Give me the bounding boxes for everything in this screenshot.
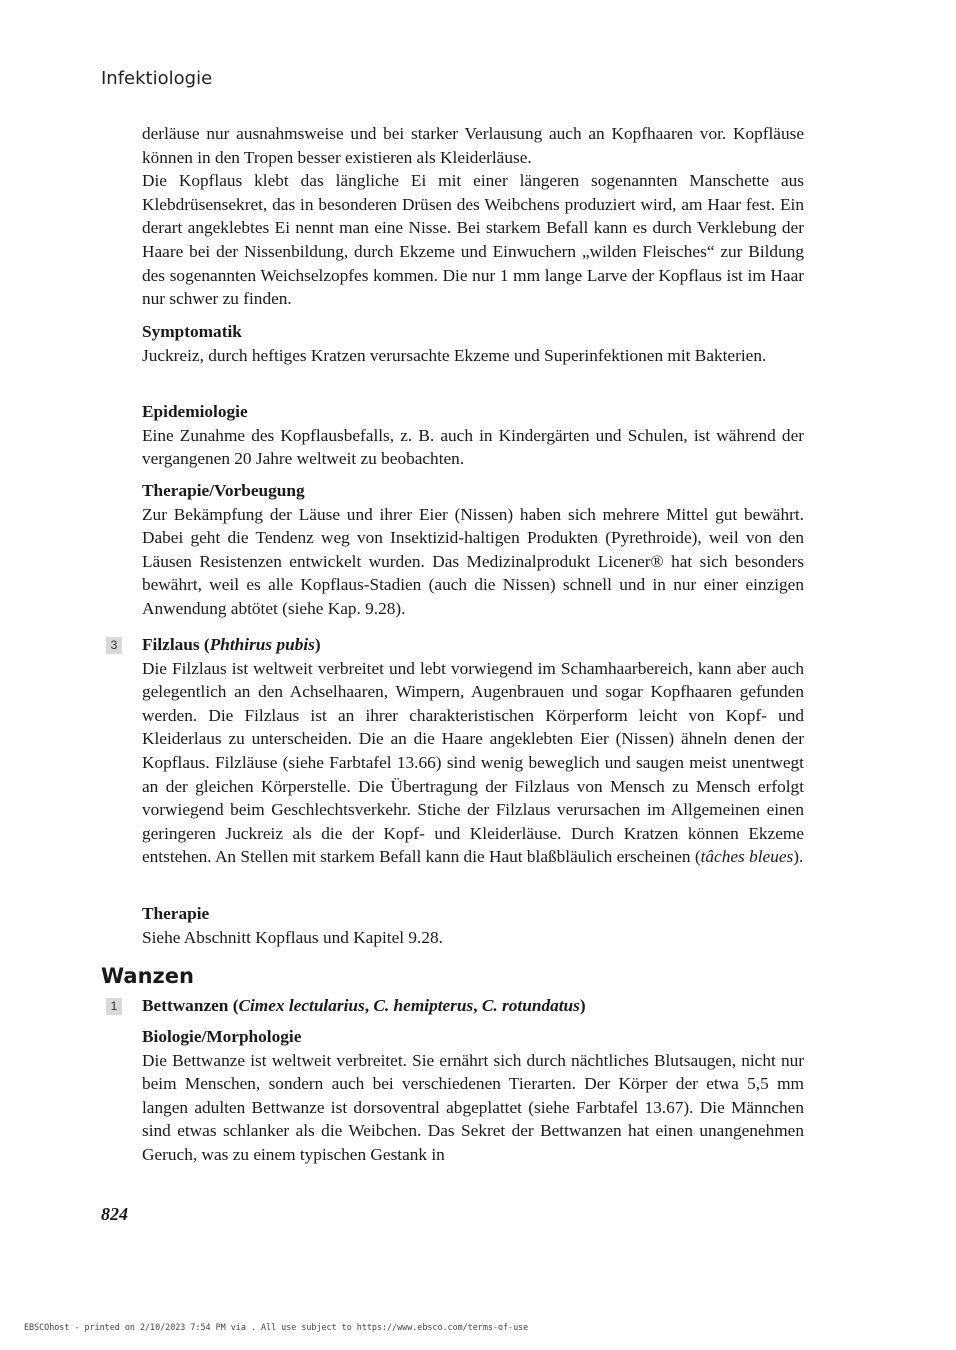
bettwanzen-section [142, 994, 804, 1018]
epidemiologie-text: Eine Zunahme des Kopflausbefalls, z. B. auch in Kindergärten und Schulen, ist während der vergangenen 20 Jahre weltweit zu beobachten. [142, 425, 804, 469]
filzlaus-heading [142, 633, 804, 657]
filzlaus-therapie-text: Siehe Abschnitt Kopflaus und Kapitel 9.28. [142, 927, 443, 947]
filzlaus-text [142, 657, 804, 869]
bettwanzen-sep-2: , [473, 996, 482, 1015]
epidemiologie-section [142, 400, 804, 471]
intro-paragraph-1: derläuse nur ausnahmsweise und bei starker Verlausung auch an Kopfhaaren vor. Kopfläuse können in den Tropen besser existieren als Kleiderläuse. [142, 124, 804, 167]
filzlaus-text-end: ). [793, 847, 804, 867]
bettwanzen-species-3: C. rotundatus [481, 996, 580, 1015]
bettwanzen-species-2: C. hemipterus [373, 996, 474, 1015]
biologie-heading: Biologie/Morphologie [142, 1027, 302, 1046]
symptomatik-heading: Symptomatik [142, 322, 242, 341]
filzlaus-therapie-heading: Therapie [142, 904, 210, 923]
running-header: Infektiologie [101, 68, 213, 89]
section-title-wanzen: Wanzen [101, 964, 194, 988]
intro-block [142, 122, 804, 311]
therapie-vorbeugung-heading: Therapie/Vorbeugung [142, 481, 305, 500]
item-number-badge-wanzen: 1 [106, 998, 122, 1015]
filzlaus-text-main: Die Filzlaus ist weltweit verbreitet und lebt vorwiegend im Schamhaarbereich, kann aber auch gelegentlich an den Achselhaaren, Wimpern, Augenbrauen und sogar Kopfhaaren gefunden werden. Die Filzlaus ist an ihrer charakteristischen Körperform leicht von Kopf- und Kleiderlaus zu unterscheiden. Die an die Haare angeklebten Eier (Nissen) ähneln denen der Kopflaus. Filzläuse (siehe Farbtafel 13.66) sind wenig beweglich und saugen meist unentwegt an der gleichen Körperstelle. Die Übertragung der Filzlaus von Mensch zu Mensch erfolgt vorwiegend beim Geschlechtsverkehr. Stiche der Filzlaus verursachen im Allgemeinen einen geringeren Juckreiz als die der Kopf- und Kleiderläuse. Durch Kratzen können Ekzeme entstehen. An Stellen mit starkem Befall kann die Haut blaßbläulich erscheinen ( [142, 658, 804, 867]
page-number: 824 [101, 1204, 128, 1224]
item-number-badge: 3 [106, 637, 122, 654]
filzlaus-section [142, 633, 804, 869]
bettwanzen-heading-prefix: Bettwanzen ( [142, 996, 239, 1015]
biologie-text: Die Bettwanze ist weltweit verbreitet. Sie ernährt sich durch nächtliches Blutsaugen, nicht nur beim Menschen, sondern auch bei verschiedenen Tierarten. Der Körper der etwa 5,5 mm langen adulten Bettwanze ist dorsoventral abgeplattet (siehe Farbtafel 13.67). Die Männchen sind etwas schlanker als die Weibchen. Das Sekret der Bettwanzen hat einen unangenehmen Geruch, was zu einem typischen Gestank in [142, 1050, 804, 1164]
epidemiologie-heading: Epidemiologie [142, 402, 248, 421]
biologie-section [142, 1025, 804, 1167]
filzlaus-heading-suffix: ) [314, 635, 321, 654]
bettwanzen-species-1: Cimex lectularius [238, 996, 365, 1015]
therapie-vorbeugung-section [142, 479, 804, 621]
bettwanzen-sep-1: , [364, 996, 374, 1015]
filzlaus-heading-prefix: Filzlaus ( [142, 635, 210, 654]
intro-paragraph-2: Die Kopflaus klebt das längliche Ei mit einer längeren sogenannten Manschette aus Klebdrüsensekret, das in besonderen Drüsen des Weibchens produziert wird, am Haar fest. Ein derart angeklebtes Ei nennt man eine Nisse. Bei starkem Befall kann es durch Verklebung der Haare bei der Nissenbildung, durch Ekzeme und Einwuchern „wilden Fleisches“ zur Bildung des sogenannten Weichselzopfes kommen. Die nur 1 mm lange Larve der Kopflaus ist im Haar nur schwer zu finden. [142, 171, 804, 309]
filzlaus-text-italic: tâches bleues [700, 847, 794, 867]
symptomatik-text: Juckreiz, durch heftiges Kratzen verursachte Ekzeme und Superinfektionen mit Bakterien. [142, 345, 767, 365]
ebsco-footer: EBSCOhost - printed on 2/10/2023 7:54 PM via . All use subject to https://www.ebsco.com/terms-of-use [24, 1322, 529, 1332]
bettwanzen-heading-suffix: ) [579, 996, 586, 1015]
filzlaus-species: Phthirus pubis [209, 635, 315, 654]
bettwanzen-heading [142, 994, 804, 1018]
therapie-vorbeugung-text: Zur Bekämpfung der Läuse und ihrer Eier (Nissen) haben sich mehrere Mittel gut bewährt. Dabei geht die Tendenz weg von Insektizid-haltigen Produkten (Pyrethroide), weil von den Läusen Resistenzen entwickelt wurden. Das Medizinalprodukt Licener® hat sich besonders bewährt, weil es alle Kopflaus-Stadien (auch die Nissen) schnell und in nur einer einzigen Anwendung abtötet (siehe Kap. 9.28). [142, 504, 804, 618]
symptomatik-section [142, 320, 804, 367]
filzlaus-therapie-section [142, 902, 804, 949]
